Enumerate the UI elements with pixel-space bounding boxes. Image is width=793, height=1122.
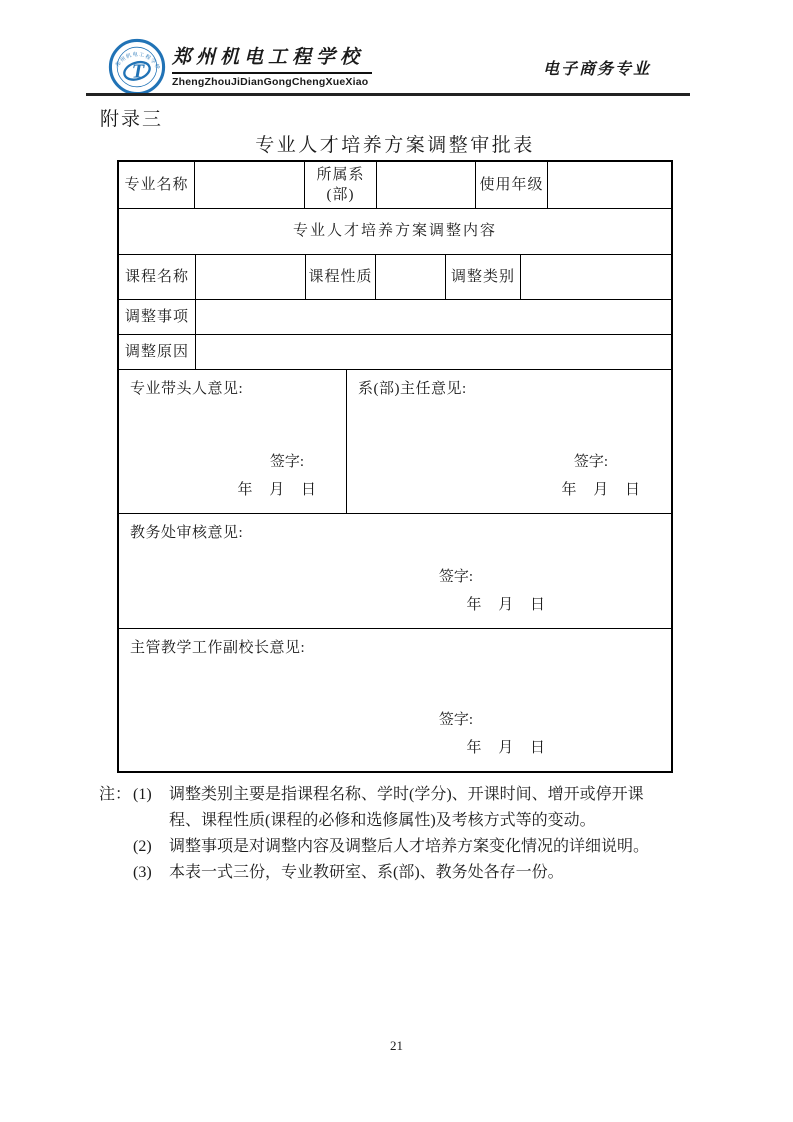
course-nature-label: 课程性质 bbox=[306, 255, 376, 299]
note-item-3 bbox=[99, 860, 671, 886]
note-text: 调整事项是对调整内容及调整后人才培养方案变化情况的详细说明。 bbox=[169, 838, 650, 855]
date-label: 年 月 日 bbox=[237, 482, 316, 498]
signature-block bbox=[130, 448, 346, 504]
table-row-adjustment-item bbox=[119, 300, 671, 335]
note-number: (1) bbox=[133, 786, 152, 803]
major-badge: 电子商务专业 bbox=[543, 61, 652, 78]
appendix-label: 附录三 bbox=[100, 109, 164, 130]
adjustment-category-label: 调整类别 bbox=[446, 255, 521, 299]
date-label: 年 月 日 bbox=[466, 740, 545, 756]
sign-label: 签字: bbox=[269, 454, 304, 470]
department-director-opinion-cell bbox=[347, 370, 671, 513]
table-row-course-info bbox=[119, 255, 671, 300]
adjustment-item-label: 调整事项 bbox=[119, 300, 196, 334]
note-item-1 bbox=[99, 782, 671, 834]
table-row-basic-info bbox=[119, 162, 671, 209]
logo-ring-text: 郑州机电工程学校 bbox=[114, 51, 161, 72]
date-label: 年 月 日 bbox=[466, 597, 545, 613]
table-row-academic-office-opinion bbox=[119, 514, 671, 629]
header-divider bbox=[86, 93, 690, 96]
adjustment-reason-value-cell bbox=[196, 335, 671, 369]
sign-label: 签字: bbox=[438, 712, 473, 728]
notes-prefix: 注： bbox=[99, 786, 132, 803]
school-title-block bbox=[172, 42, 372, 88]
note-text: 调整类别主要是指课程名称、学时(学分)、开课时间、增开或停开课程、课程性质(课程的必修和选修属性)及考核方式等的变动。 bbox=[169, 786, 644, 829]
major-name-label: 专业名称 bbox=[119, 162, 195, 208]
course-name-label: 课程名称 bbox=[119, 255, 196, 299]
section-header: 专业人才培养方案调整内容 bbox=[292, 223, 497, 240]
form-title: 专业人才培养方案调整审批表 bbox=[255, 135, 535, 156]
approval-form-table bbox=[117, 160, 673, 773]
adjustment-category-value-cell bbox=[521, 255, 671, 299]
signature-block bbox=[358, 448, 671, 504]
note-number: (2) bbox=[133, 838, 152, 855]
adjustment-reason-label: 调整原因 bbox=[119, 335, 196, 369]
department-director-opinion-label: 系(部)主任意见: bbox=[358, 381, 467, 397]
vice-principal-opinion-cell bbox=[119, 629, 671, 771]
grade-value-cell bbox=[548, 162, 671, 208]
table-row-adjustment-reason bbox=[119, 335, 671, 370]
note-item-2 bbox=[99, 834, 671, 860]
note-text: 本表一式三份，专业教研室、系(部)、教务处各存一份。 bbox=[169, 864, 564, 881]
sign-label: 签字: bbox=[438, 569, 473, 585]
adjustment-item-value-cell bbox=[196, 300, 671, 334]
department-label bbox=[305, 162, 377, 208]
academic-office-opinion-label: 教务处审核意见: bbox=[130, 525, 244, 541]
school-pinyin: ZhengZhouJiDianGongChengXueXiao bbox=[172, 76, 369, 88]
school-name: 郑州机电工程学校 bbox=[172, 42, 372, 74]
department-label-line2: (部) bbox=[326, 187, 355, 203]
school-logo-icon bbox=[108, 38, 166, 96]
footnotes bbox=[99, 782, 671, 886]
sign-label: 签字: bbox=[573, 454, 608, 470]
grade-label: 使用年级 bbox=[476, 162, 548, 208]
program-leader-opinion-cell bbox=[119, 370, 347, 513]
page-number: 21 bbox=[390, 1038, 403, 1053]
signature-block bbox=[130, 563, 671, 619]
table-row-section-header bbox=[119, 209, 671, 255]
course-name-value-cell bbox=[196, 255, 306, 299]
department-value-cell bbox=[377, 162, 476, 208]
table-row-vice-principal-opinion bbox=[119, 629, 671, 771]
major-name-value-cell bbox=[195, 162, 305, 208]
school-logo-svg bbox=[108, 38, 166, 96]
vice-principal-opinion-label: 主管教学工作副校长意见: bbox=[130, 640, 306, 656]
date-label: 年 月 日 bbox=[561, 482, 640, 498]
signature-block bbox=[130, 706, 671, 762]
academic-office-opinion-cell bbox=[119, 514, 671, 628]
table-row-leader-opinions bbox=[119, 370, 671, 514]
note-number: (3) bbox=[133, 864, 152, 881]
department-label-line1: 所属系 bbox=[316, 166, 365, 183]
course-nature-value-cell bbox=[376, 255, 446, 299]
program-leader-opinion-label: 专业带头人意见: bbox=[130, 381, 244, 397]
logo-letter-t: T bbox=[131, 60, 145, 83]
